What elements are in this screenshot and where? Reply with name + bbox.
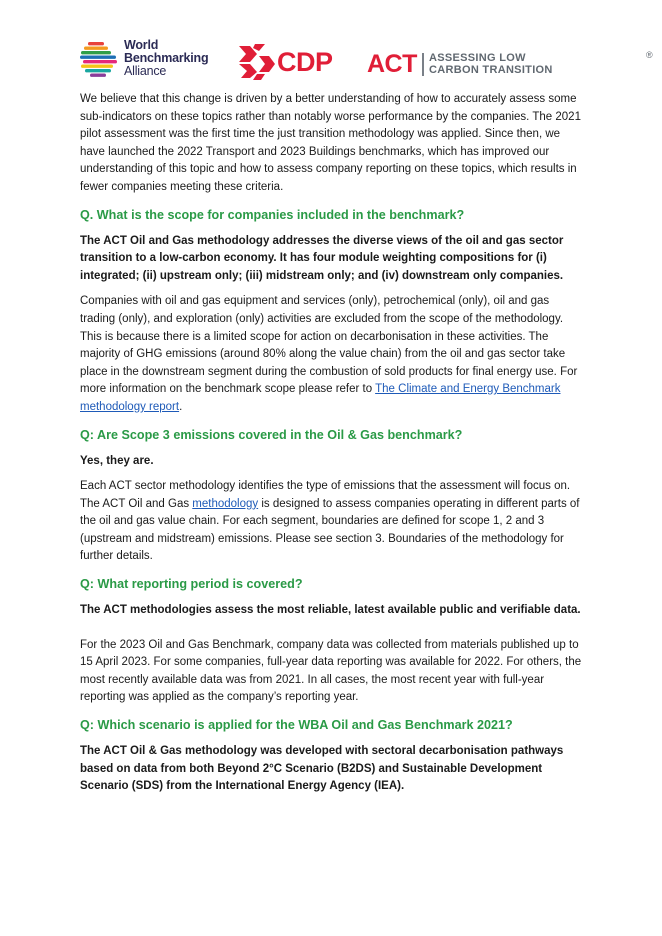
intro-paragraph: We believe that this change is driven by a better understanding of how to accurately assess some sub-indicators on these topics rather than notably worse performance by the companies. The 2021 pilot assessment was the first time the just transition methodology was applied. Since then, we have launched the 2022 Transport and 2023 Buildings benchmarks, which has improved our understanding of this topic and how to assess company reporting on these topics, which results in fewer companies meeting these criteria. — [80, 93, 581, 193]
scope3-question-heading: Q: Are Scope 3 emissions covered in the Oil & Gas benchmark? — [80, 427, 463, 442]
scope-question-heading: Q. What is the scope for companies included in the benchmark? — [80, 207, 465, 222]
act-logo-text: ACT — [367, 50, 417, 78]
act-tagline-line-2: CARBON TRANSITION — [429, 63, 553, 76]
header-logos — [80, 38, 653, 82]
scope-answer: The ACT Oil and Gas methodology addresses the diverse views of the oil and gas sector transition to a low-carbon economy. It has four module weighting compositions for (i) integrated; (ii) upstream only; (iii) midstream only; and (iv) downstream only companies. — [80, 234, 564, 282]
scope3-body — [80, 478, 582, 566]
scope3-body-end: is designed to assess companies operating in different parts of the oil and gas value chain. For each segment, boundaries are defined for scope 1, 2 and 3 (upstream and midstream) emissions. Please see section 3. Boundaries of the methodology for further details. — [80, 497, 580, 563]
act-tagline-line-1: ASSESSING LOW — [429, 52, 526, 64]
scope-body-text: Companies with oil and gas equipment and services (only), petrochemical (only), oil and gas trading (only), and exploration (only) activities are excluded from the scope of the methodology. This is because there is a limited scope for action on decarbonisation in these activities. The majority of GHG emissions (around 80% along the value chain) from the oil and gas sector take place in the downstream segment during the combustion of sold products for final energy use. For more information on the benchmark scope please refer to — [80, 295, 578, 396]
wba-logo-line-2: Benchmarking — [124, 51, 209, 65]
reporting-question-heading: Q: What reporting period is covered? — [80, 577, 303, 592]
scope3-answer: Yes, they are. — [80, 454, 154, 467]
act-logo-divider — [422, 53, 424, 76]
wba-logo — [80, 38, 220, 82]
cdp-logo-text: CDP — [277, 47, 333, 77]
reporting-body: For the 2023 Oil and Gas Benchmark, company data was collected from materials published up to 15 April 2023. For some companies, full-year data reporting was available for 2022. For others, the most recently available data was from 2021. In all cases, the most recent year with full-year reporting was applied as the company’s reporting year. — [80, 638, 582, 704]
cdp-logo-mark-icon — [237, 44, 277, 80]
reporting-answer: The ACT methodologies assess the most reliable, latest available public and verifiable data. — [80, 604, 581, 617]
wba-logo-line-3: Alliance — [124, 64, 167, 78]
act-logo — [367, 50, 653, 80]
wba-logo-text — [124, 39, 208, 78]
scenario-answer: The ACT Oil & Gas methodology was developed with sectoral decarbonisation pathways based on data from both Beyond 2°C Scenario (B2DS) and Sustainable Development Scenario (SDS) from the International Energy Agency (IEA). — [80, 745, 564, 793]
wba-logo-mark-icon — [80, 40, 120, 80]
scenario-question-heading: Q: Which scenario is applied for the WBA Oil and Gas Benchmark 2021? — [80, 718, 513, 733]
scope3-body-start: Each ACT sector methodology identifies the type of emissions that the assessment will focus on. The ACT Oil and Gas — [80, 480, 571, 510]
cdp-logo — [237, 44, 337, 80]
act-logo-tagline — [429, 53, 553, 76]
wba-logo-line-1: World — [124, 38, 159, 52]
methodology-report-link[interactable]: The Climate and Energy Benchmark methodology report — [80, 383, 561, 413]
document-body — [80, 91, 582, 804]
registered-mark-icon: ® — [646, 50, 653, 60]
scope-body-end: . — [179, 400, 183, 413]
spacer — [80, 628, 582, 637]
scope-body — [80, 293, 582, 416]
methodology-link[interactable]: methodology — [192, 497, 259, 510]
